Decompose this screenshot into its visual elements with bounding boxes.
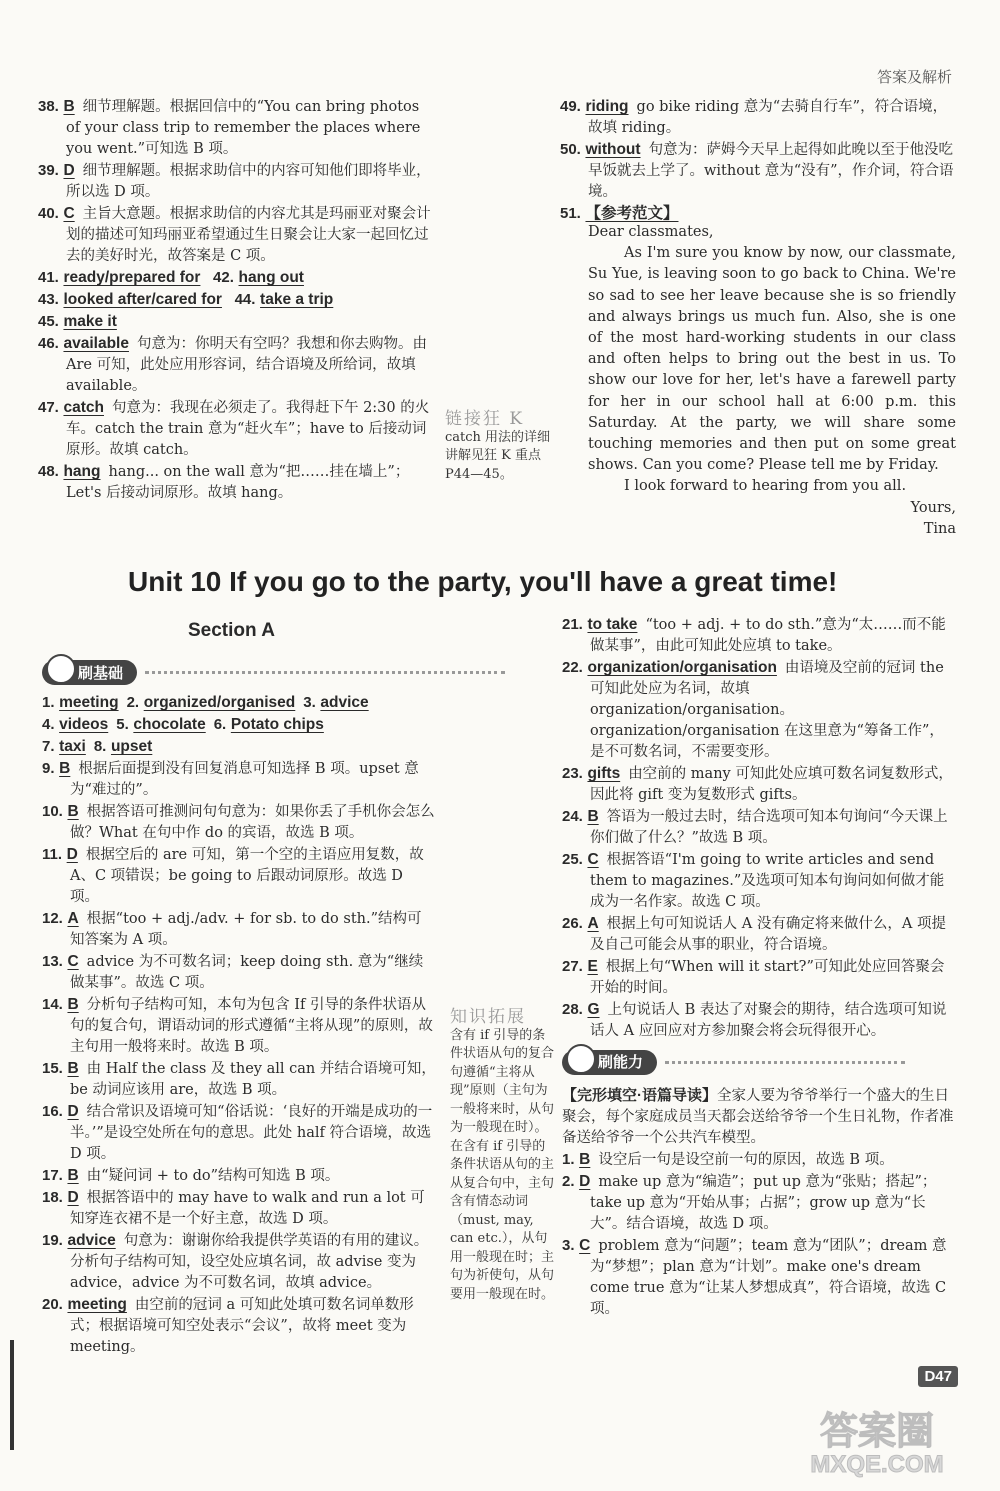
dotted-divider [145,671,505,674]
item-explanation: 句意为：我现在必须走了。我得赶下午 2:30 的火车。catch the train 意为“赶火车”；have to 后接动词原形。故填 catch。 [66,400,430,458]
item-number: 19. [42,1232,63,1249]
item-number: 41. [38,269,59,286]
answer-item [42,994,436,1058]
answer-item [38,160,433,203]
item-explanation: 由 Half the class 及 they all can 并结合语境可知，be 动词应该用 are，故选 B 项。 [70,1061,436,1098]
item-answer: make it [63,313,117,330]
item-answer: D [67,1189,79,1206]
item-answer: B [67,1060,79,1077]
item-number: 6. [213,716,227,733]
item-number: 50. [560,141,581,158]
answer-item [42,1165,436,1187]
item-answer: C [67,953,79,970]
item-number: 9. [42,760,55,777]
right-bottom-column [562,614,956,1320]
item-explanation: 上句说话人 B 表达了对聚会的期待，结合选项可知说话人 A 应回应对方参加聚会将会玩得很开心。 [590,1002,947,1039]
link-note-title: 链接狂 K [445,409,525,429]
item-number: 51. [560,205,581,222]
item-number: 26. [562,915,583,932]
item-explanation: go bike riding 意为“去骑自行车”，符合语境，故填 riding。 [588,99,948,136]
answer-item [562,956,956,999]
ability-badge [562,1050,657,1075]
item-number: 23. [562,765,583,782]
answer-item [42,844,436,908]
item-answer: advice [320,694,369,711]
item-number: 5. [116,716,129,733]
item-number: 28. [562,1001,583,1018]
link-note [445,410,555,484]
answer-item [560,139,956,203]
item-explanation: hang... on the wall 意为“把……挂在墙上”；Let's 后接动词原形。故填 hang。 [66,464,410,501]
answer-item [562,849,956,913]
answer-item [42,1294,436,1358]
answer-item [562,913,956,956]
answer-item [42,1187,436,1230]
ability-badge-label: 刷能力 [598,1053,644,1071]
answer-item [42,1101,436,1165]
short-answer-row [42,692,436,714]
letter-closing: I look forward to hearing from you all. [624,478,907,495]
answer-item [562,1149,956,1171]
item-explanation: 由空前的冠词 a 可知此处填可数名词单数形式；根据语境可知空处表示“会议”，故将 meet 变为 meeting。 [70,1297,414,1355]
answer-item [42,1058,436,1101]
answer-item [42,1230,436,1294]
item-answer: D [63,162,75,179]
item-answer: advice [67,1232,116,1249]
pen-icon [46,654,76,684]
answer-item [38,289,433,311]
answer-item [562,614,956,657]
item-answer: gifts [587,765,621,782]
item-answer: videos [59,716,109,733]
item-number: 16. [42,1103,63,1120]
item-number: 20. [42,1296,63,1313]
watermark-logo [792,1400,962,1480]
letter-sign-yours: Yours, [910,499,956,516]
answer-item [38,203,433,267]
item-answer: B [67,996,79,1013]
basic-badge [42,660,137,685]
unit-title: Unit 10 If you go to the party, you'll have a great time! [128,566,838,597]
item-explanation: 句意为：你明天有空吗？我想和你去购物。由 Are 可知，此处应用形容词，结合语境及所给词，故填 available。 [66,336,427,394]
item-answer: available [63,335,129,352]
item-answer: without [585,141,641,158]
item-answer: hang out [238,269,304,286]
item-answer: catch [63,399,104,416]
item-number: 39. [38,162,59,179]
answer-item [562,763,956,806]
answer-item [562,806,956,849]
answer-item [562,1235,956,1320]
item-answer: 【参考范文】 [585,205,679,222]
item-number: 2. [126,694,140,711]
item-answer: organized/organised [143,694,296,711]
item-answer: B [67,1167,79,1184]
item-number: 24. [562,808,583,825]
item-answer: chocolate [133,716,206,733]
answer-item [42,758,436,801]
item-number: 21. [562,616,583,633]
item-answer: C [63,205,75,222]
answer-item [38,96,433,160]
short-answer-row [42,736,436,758]
item-number: 11. [42,846,63,863]
item-answer: meeting [59,694,119,711]
knowledge-note [450,1008,558,1304]
item-number: 4. [42,716,55,733]
section-title: Section A [188,620,275,641]
item-answer: B [59,760,71,777]
item-number: 18. [42,1189,63,1206]
answer-item [38,397,433,461]
item-number: 44. [234,291,256,308]
item-answer: riding [585,98,629,115]
knowledge-note-title: 知识拓展 [450,1007,526,1027]
letter-sign-name: Tina [923,520,956,537]
item-number: 22. [562,659,583,676]
item-explanation: 由语境及空前的冠词 the 可知此处应为名词，故填 organization/organisation。organization/organisation 在这里意为“筹备工作”，是不可数名词，不需要变形。 [590,660,944,760]
item-answer: G [587,1001,600,1018]
item-explanation: 句意为：萨姆今天早上起得如此晚以至于他没吃早饭就去上学了。without 意为“没有”，作介词，符合语境。 [588,142,954,200]
item-answer: B [67,803,79,820]
item-number: 43. [38,291,59,308]
answer-item [42,908,436,951]
item-answer: C [587,851,599,868]
item-number: 10. [42,803,63,820]
item-explanation: 细节理解题。根据回信中的“You can bring photos of your class trip to remember the places where you went.”可知选 B 项。 [66,99,421,157]
cloze-intro-text: 全家人要为爷爷举行一个盛大的生日聚会，每个家庭成员当天都会送给爷爷一个生日礼物，作者准备送给爷爷一个公共汽车模型。 [562,1088,954,1146]
item-answer: A [67,910,79,927]
dotted-divider [665,1061,905,1064]
item-answer: A [587,915,599,932]
basic-tag [42,660,505,685]
header-label: 答案及解析 [876,68,952,86]
ability-tag [562,1050,956,1075]
item-answer: looked after/cared for [63,291,222,308]
item-answer: upset [110,738,153,755]
left-bottom-column [42,692,436,1358]
answer-item [38,311,433,333]
item-number: 1. [42,694,55,711]
answer-item [560,96,956,139]
item-explanation: 根据答语可推测问句句意为：如果你丢了手机你会怎么做？What 在句中作 do 的宾语，故选 B 项。 [70,804,435,841]
item-number: 3. [562,1237,575,1254]
link-note-text: catch 用法的详细讲解见狂 K 重点 P44—45。 [445,429,551,482]
item-explanation: 结合常识及语境可知“俗话说：‘良好的开端是成功的一半。’”是设空处所在句的意思。此处 half 符合语境，故选 D 项。 [70,1104,433,1162]
item-number: 49. [560,98,581,115]
item-number: 40. [38,205,59,222]
item-explanation: 由空前的 many 可知此处应填可数名词复数形式，因此将 gift 变为复数形式 gifts。 [590,766,953,803]
item-answer: B [579,1151,591,1168]
item-answer: to take [587,616,638,633]
letter-body: As I'm sure you know by now, our classmate, Su Yue, is leaving soon to go back to China. We're so sad to see her leave because she is so friendly and always brings us much fun. Also, she is one of the most hard-working students in our class and often helps to bring out the best in us. To show our love for her, let's have a farewell party for her in our school hall at 6:00 p.m. this Saturday. At the party, we will share some touching memories and then put on some great shows. Can you come? Please tell me by Friday. [588,245,956,474]
cloze-intro-label: 【完形填空·语篇导读】 [562,1087,717,1104]
item-number: 13. [42,953,63,970]
item-answer: D [66,846,78,863]
item-answer: E [587,958,598,975]
item-explanation: 句意为：谢谢你给我提供学英语的有用的建议。分析句子结构可知，设空处应填名词，故 advise 变为 advice，advice 为不可数名词，故填 advice。 [70,1233,429,1291]
answer-item [38,461,433,504]
item-answer: Potato chips [230,716,324,733]
page-number: D47 [918,1366,958,1387]
item-explanation: 根据空后的 are 可知，第一个空的主语应用复数，故 A、C 项错误；be going to 后跟动词原形。故选 D 项。 [70,847,424,905]
item-answer: D [67,1103,79,1120]
answer-item [38,333,433,397]
answer-item [562,657,956,763]
item-answer: B [587,808,599,825]
item-explanation: 根据答语“I'm going to write articles and send them to magazines.”及选项可知本句询问如何做才能成为一名作家。故选 C 项。 [590,852,945,910]
item-number: 2. [562,1173,575,1190]
letter-greeting: Dear classmates, [588,224,714,240]
answer-item [42,951,436,994]
left-top-column [38,96,433,504]
item-number: 48. [38,463,59,480]
answer-item [562,999,956,1042]
item-number: 42. [213,269,234,286]
item-number: 47. [38,399,59,416]
answer-item [42,801,436,844]
item-answer: C [579,1237,591,1254]
cloze-intro [562,1085,956,1149]
margin-bar [10,1340,14,1450]
item-explanation: 根据答语中的 may have to walk and run a lot 可知穿连衣裙不是一个好主意，故选 D 项。 [70,1190,425,1227]
item-explanation: 分析句子结构可知，本句为包含 If 引导的条件状语从句的复合句，谓语动词的形式遵循“主将从现”的原则，故主句用一般将来时。故选 B 项。 [70,997,433,1055]
item-explanation: 答语为一般过去时，结合选项可知本句询问“今天课上你们做了什么？”故选 B 项。 [590,809,948,846]
item-answer: ready/prepared for [63,269,201,286]
item-explanation: 设空后一句是设空前一句的原因，故选 B 项。 [598,1152,894,1168]
item-answer: D [579,1173,591,1190]
item-explanation: 根据后面提到没有回复消息可知选择 B 项。upset 意为“难过的”。 [70,761,419,798]
item-explanation: problem 意为“问题”；team 意为“团队”；dream 意为“梦想”；plan 意为“计划”。make one's dream come true 意为“让某人梦想成真”，符合语境，故选 C 项。 [590,1238,947,1317]
item-answer: meeting [67,1296,127,1313]
item-number: 3. [303,694,316,711]
item-answer: organization/organisation [587,659,777,676]
item-number: 12. [42,910,63,927]
item-number: 8. [93,738,107,755]
item-explanation: 根据上句“When will it start?”可知此处应回答聚会开始的时间。 [590,959,945,996]
item-answer: taxi [59,738,86,755]
item-explanation: 主旨大意题。根据求助信的内容尤其是玛丽亚对聚会计划的描述可知玛丽亚希望通过生日聚会让大家一起回忆过去的美好时光，故答案是 C 项。 [66,206,431,264]
short-answer-row [42,714,436,736]
answer-item [562,1171,956,1235]
item-number: 7. [42,738,55,755]
item-explanation: make up 意为“编造”；put up 意为“张贴；搭起”；take up 意为“开始从事；占据”；grow up 意为“长大”。结合语境，故选 D 项。 [590,1174,937,1232]
knowledge-note-text: 含有 if 引导的条件状语从句的复合句遵循“主将从现”原则（主句为一般将来时，从句为一般现在时）。在含有 if 引导的条件状语从句的主从复合句中，主句含有情态动词（must, may, can etc.），从句用一般现在时；主句为祈使句，从句要用一般现在时。 [450,1027,555,1302]
item-answer: take a trip [260,291,334,308]
item-number: 46. [38,335,59,352]
right-top-column [560,96,956,225]
item-number: 27. [562,958,583,975]
answer-item [38,267,433,289]
item-number: 38. [38,98,59,115]
item-explanation: 细节理解题。根据求助信中的内容可知他们即将毕业，所以选 D 项。 [66,163,431,200]
item-explanation: “too + adj. + to do sth.”意为“太……而不能做某事”，由此可知此处应填 to take。 [590,617,946,654]
item-number: 15. [42,1060,63,1077]
item-number: 17. [42,1167,63,1184]
svg-text:MXQE.COM: MXQE.COM [810,1451,944,1478]
pen-icon [566,1044,596,1074]
basic-badge-label: 刷基础 [78,664,124,682]
item-number: 45. [38,313,59,330]
item-explanation: 由“疑问词 + to do”结构可知选 B 项。 [86,1168,340,1184]
item-number: 25. [562,851,583,868]
item-explanation: 根据上句可知说话人 A 没有确定将来做什么，A 项提及自己可能会从事的职业，符合语境。 [590,916,946,953]
svg-text:答案圈: 答案圈 [819,1409,935,1453]
item-answer: B [63,98,75,115]
item-number: 1. [562,1151,575,1168]
item-number: 14. [42,996,63,1013]
sample-letter [588,222,956,540]
item-explanation: advice 为不可数名词；keep doing sth. 意为“继续做某事”。故选 C 项。 [70,954,424,991]
item-answer: hang [63,463,101,480]
item-explanation: 根据“too + adj./adv. + for sb. to do sth.”结构可知答案为 A 项。 [70,911,422,948]
